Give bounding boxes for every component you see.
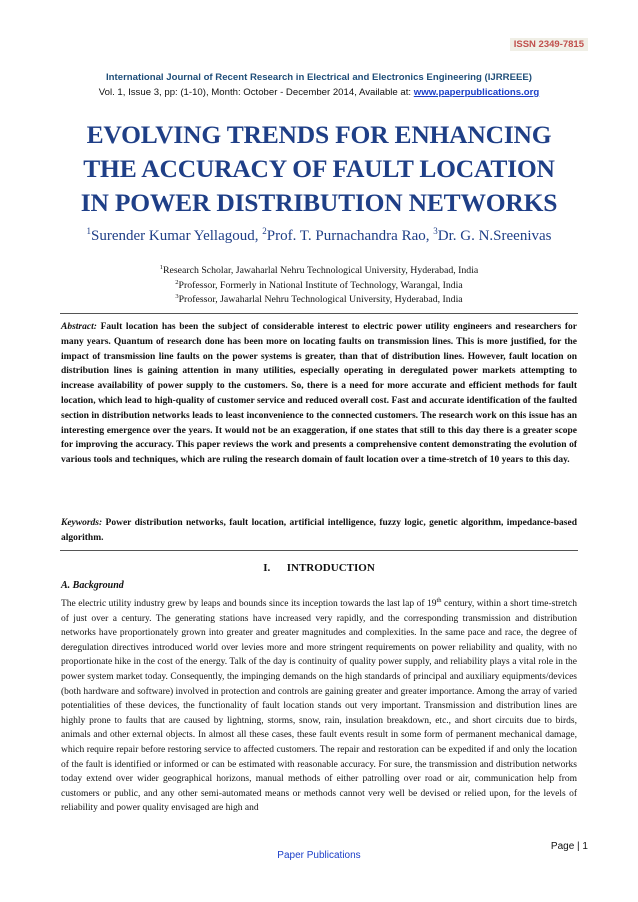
title-line: THE ACCURACY OF FAULT LOCATION: [83, 154, 555, 183]
author-name: Prof. T. Purnachandra Rao,: [266, 228, 434, 244]
body-text: The electric utility industry grew by leaps and bounds since its inception towards the last lap of 19: [61, 599, 437, 609]
body-text: century, within a short time-stretch of just over a century. The generating stations have increased very rapidly, and the corresponding transmission and distribution networks have proportionately grown into greater and greater magnitudes and complexities. In the same pace and race, the degree of deregulation directives introduced world over levies more and more stringent requirements on power reliability and quality, with no proportionate hike in the cost of the energy. Talk of the day is continuity of quality power supply, and reliability plays a vital role in the power system market today. Consequently, the impinging demands on the high standards of principal and auxiliary equipments/devices (both hardware and software) involved in protection and controls are gaining greater and greater importance. Among the array of varied potentialities of these devices, the functionality of fault location stands out very important. Transmission and distribution lines are highly prone to faults that are caused by lightning, storms, snow, rain, insulation breakdown, etc., and short circuits due to birds, animals and other external objects. In almost all these cases, these fault events result in some form of permanent mechanical damage, which require repair before restoring service to affected customers. The repair and restoration can be expedited if and only the location of the fault is identified or informed or can be estimated with reasonable accuracy. For sure, the transmission and distribution networks today extend over wider geographical horizons, manual methods of either patrolling over road or air, communication help from customers or public, and any other semi-automated means or methods cannot very well be devised or relied upon, for the levels of reliability and power quality envisaged are high and: [61, 599, 577, 814]
affiliation: [0, 293, 638, 308]
body-sup: th: [436, 597, 442, 604]
keywords-text: Power distribution networks, fault location, artificial intelligence, fuzzy logic, genetic algorithm, impedance-based algorithm.: [61, 518, 577, 543]
paper-title: [0, 118, 638, 220]
affiliation-text: Professor, Formerly in National Institute of Technology, Warangal, India: [178, 279, 463, 291]
section-heading: I. INTRODUCTION: [263, 562, 375, 574]
affiliation-list: [0, 264, 638, 308]
journal-info: Vol. 1, Issue 3, pp: (1-10), Month: October - December 2014, Available at:: [98, 87, 414, 98]
journal-info-line: [0, 85, 638, 100]
page-number: Page | 1: [550, 841, 588, 852]
affiliation: [0, 264, 638, 279]
body-paragraph: [61, 597, 577, 816]
keywords: [61, 516, 577, 546]
affiliation: [0, 279, 638, 294]
author-name: Surender Kumar Yellagoud,: [91, 228, 263, 244]
title-line: IN POWER DISTRIBUTION NETWORKS: [80, 188, 558, 217]
abstract: [61, 320, 577, 468]
author-sup: 3: [433, 226, 438, 236]
author-sup: 2: [262, 226, 267, 236]
title-line: EVOLVING TRENDS FOR ENHANCING: [86, 120, 552, 149]
abstract-label: Abstract:: [61, 322, 97, 332]
author-list: [0, 228, 638, 245]
publisher-footer: Paper Publications: [277, 850, 361, 861]
affiliation-text: Professor, Jawaharlal Nehru Technological University, Hyderabad, India: [178, 294, 463, 306]
abstract-text: Fault location has been the subject of considerable interest to electric power utility engineers and researchers for many years. Quantum of research done has been more on locating faults on transmission lines. This is more justified, for the impact of transmission line faults on the power systems is greater, than that of distribution lines. However, fault location on distribution lines is gaining attention in many utilities, especially operating in deregulated power markets attempting to increase availability of power supply to the customers. So, there is a need for more accurate and efficient methods for fault location, which lead to high-quality of customer service and reduced overall cost. Fast and accurate identification of the faulted section in distribution networks leads to least inconvenience to the connected customers. The research work on this issue has an interesting emergence over the years. It would not be an exaggeration, if one states that still to this day there is a greater scope for improving the accuracy. This paper reviews the work and presents a comprehensive content demonstrating the evolution of various tools and techniques, which are ruling the research domain of fault location over a time-stretch of 10 years to this day.: [61, 322, 577, 466]
divider-bottom: [60, 550, 578, 551]
affiliation-sup: 3: [175, 293, 179, 301]
author-sup: 1: [86, 226, 92, 236]
affiliation-sup: 1: [159, 264, 163, 271]
journal-header: [0, 70, 638, 100]
subsection-heading: A. Background: [61, 580, 124, 591]
journal-url-link[interactable]: www.paperpublications.org: [413, 87, 540, 98]
keywords-label: Keywords:: [61, 518, 103, 528]
issn-badge: ISSN 2349-7815: [510, 38, 588, 51]
affiliation-text: Research Scholar, Jawaharlal Nehru Technological University, Hyderabad, India: [162, 265, 479, 276]
affiliation-sup: 2: [175, 278, 179, 286]
journal-name: International Journal of Recent Research in Electrical and Electronics Engineering (IJRREEE): [106, 72, 532, 83]
author-name: Dr. G. N.Sreenivas: [437, 228, 552, 244]
divider-top: [60, 313, 578, 314]
